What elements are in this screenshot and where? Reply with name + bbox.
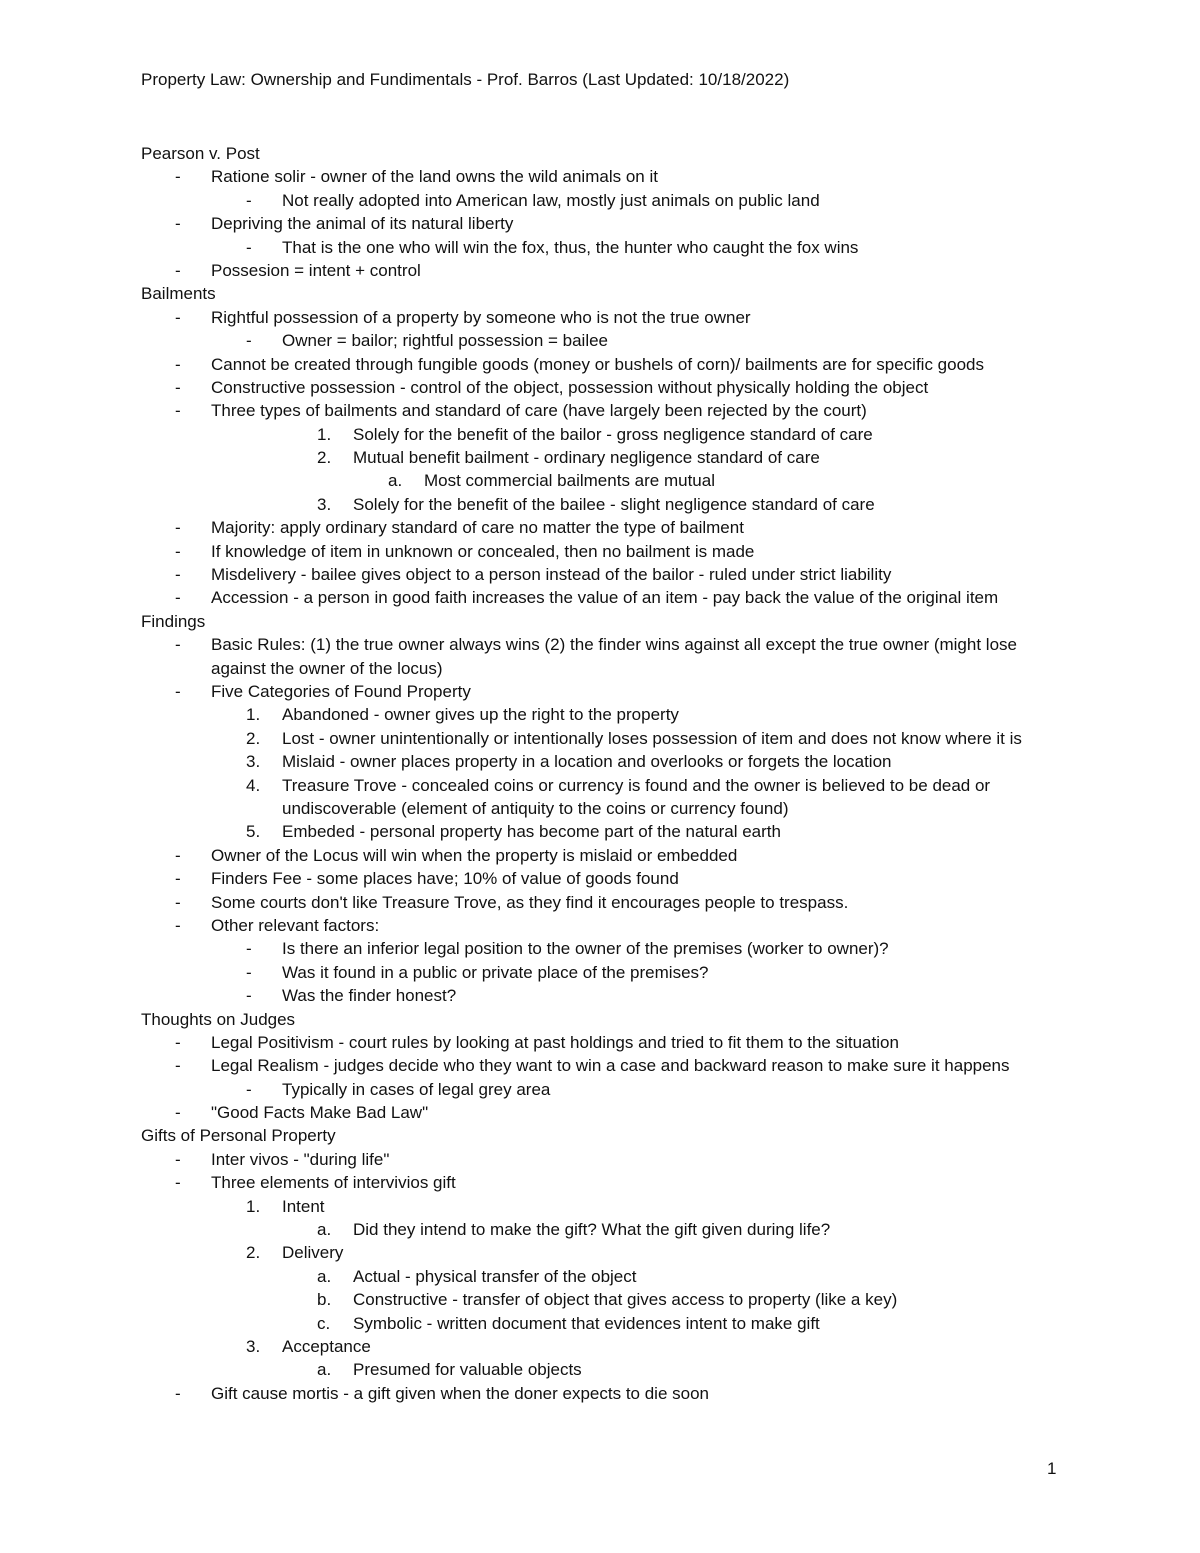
list-item <box>141 1195 1061 1218</box>
list-marker: - <box>246 237 252 257</box>
list-item <box>141 423 1061 446</box>
list-item <box>141 867 1061 890</box>
list-marker: 4. <box>246 775 261 795</box>
list-item-text: Gift cause mortis - a gift given when the doner expects to die soon <box>211 1383 709 1403</box>
list-item <box>141 1265 1061 1288</box>
list-item <box>141 1241 1061 1264</box>
list-marker: 1. <box>246 1196 261 1216</box>
list-marker: - <box>246 939 252 959</box>
section-heading: Findings <box>141 611 206 631</box>
list-item-text: Most commercial bailments are mutual <box>424 471 715 491</box>
list-marker: c. <box>317 1313 331 1333</box>
list-marker: a. <box>388 471 403 491</box>
section-heading: Gifts of Personal Property <box>141 1126 336 1146</box>
list-item-text: Owner of the Locus will win when the property is mislaid or embedded <box>211 845 738 865</box>
list-marker: - <box>175 307 181 327</box>
list-item-text: Acceptance <box>282 1336 371 1356</box>
list-marker: 1. <box>246 705 261 725</box>
list-item <box>141 399 1061 422</box>
list-item <box>141 703 1061 726</box>
list-item <box>141 1382 1061 1405</box>
list-item-text: Accession - a person in good faith increases the value of an item - pay back the value of the original item <box>211 588 999 608</box>
list-item <box>141 774 1061 821</box>
list-marker: a. <box>317 1266 332 1286</box>
list-marker: - <box>246 986 252 1006</box>
list-marker: - <box>175 354 181 374</box>
list-item <box>141 891 1061 914</box>
list-item <box>141 376 1061 399</box>
list-marker: - <box>175 541 181 561</box>
list-item-text: Actual - physical transfer of the object <box>353 1266 637 1286</box>
list-item <box>141 493 1061 516</box>
list-item-text: Three types of bailments and standard of care (have largely been rejected by the court) <box>211 401 867 421</box>
list-marker: - <box>175 167 181 187</box>
list-item-text: Five Categories of Found Property <box>211 682 471 702</box>
list-item-text: Constructive - transfer of object that gives access to property (like a key) <box>353 1290 898 1310</box>
list-marker: - <box>175 915 181 935</box>
list-marker: - <box>175 401 181 421</box>
list-item <box>141 1288 1061 1311</box>
list-item-text: Cannot be created through fungible goods (money or bushels of corn)/ bailments are for specific goods <box>211 354 985 374</box>
list-item-text: Abandoned - owner gives up the right to the property <box>282 705 679 725</box>
list-marker: - <box>246 1079 252 1099</box>
list-item <box>141 540 1061 563</box>
list-item-text: Presumed for valuable objects <box>353 1360 582 1380</box>
list-item-text: Inter vivos - "during life" <box>211 1149 390 1169</box>
list-marker: - <box>175 635 181 655</box>
list-marker: 2. <box>246 1243 261 1263</box>
list-item-text: Did they intend to make the gift? What the gift given during life? <box>353 1220 831 1240</box>
list-item <box>141 727 1061 750</box>
list-item <box>141 680 1061 703</box>
list-marker: - <box>246 331 252 351</box>
list-item <box>141 189 1061 212</box>
list-item-text: Mutual benefit bailment - ordinary negligence standard of care <box>353 448 820 468</box>
list-marker: - <box>175 260 181 280</box>
list-item <box>141 1148 1061 1171</box>
list-marker: a. <box>317 1220 332 1240</box>
list-item-text: Majority: apply ordinary standard of care no matter the type of bailment <box>211 518 744 538</box>
list-item-text: That is the one who will win the fox, thus, the hunter who caught the fox wins <box>282 237 859 257</box>
list-item <box>141 750 1061 773</box>
list-marker: - <box>175 1032 181 1052</box>
list-item <box>141 844 1061 867</box>
list-marker: - <box>246 190 252 210</box>
list-item-text: Delivery <box>282 1243 344 1263</box>
list-item-text: Solely for the benefit of the bailor - gross negligence standard of care <box>353 424 873 444</box>
list-item-text: Not really adopted into American law, mostly just animals on public land <box>282 190 820 210</box>
list-marker: - <box>175 1149 181 1169</box>
list-item-text: Owner = bailor; rightful possession = bailee <box>282 331 609 351</box>
list-item-text: Treasure Trove - concealed coins or currency is found and the owner is believed to be dead or undiscoverable (element of antiquity to the coins or currency found) <box>282 775 991 818</box>
list-marker: 2. <box>246 728 261 748</box>
list-item-text: Basic Rules: (1) the true owner always wins (2) the finder wins against all except the true owner (might lose against the owner of the locus) <box>211 635 1017 678</box>
list-marker: - <box>175 892 181 912</box>
list-marker: - <box>175 682 181 702</box>
list-item-text: Misdelivery - bailee gives object to a person instead of the bailor - ruled under strict liability <box>211 565 892 585</box>
list-marker: - <box>175 588 181 608</box>
list-item <box>141 446 1061 469</box>
list-item <box>141 937 1061 960</box>
document-title: Property Law: Ownership and Fundimentals - Prof. Barros (Last Updated: 10/18/2022) <box>141 70 790 89</box>
list-marker: - <box>175 1056 181 1076</box>
list-item-text: Rightful possession of a property by someone who is not the true owner <box>211 307 751 327</box>
list-item-text: Embeded - personal property has become part of the natural earth <box>282 822 781 842</box>
list-marker: - <box>175 377 181 397</box>
list-item <box>141 1335 1061 1358</box>
list-item <box>141 329 1061 352</box>
list-item-text: Typically in cases of legal grey area <box>282 1079 551 1099</box>
list-item <box>141 1054 1061 1077</box>
list-marker: - <box>175 565 181 585</box>
list-item-text: Finders Fee - some places have; 10% of value of goods found <box>211 869 679 889</box>
list-item-text: Is there an inferior legal position to the owner of the premises (worker to owner)? <box>282 939 889 959</box>
list-item-text: Constructive possession - control of the object, possession without physically holding the object <box>211 377 929 397</box>
list-item-text: Was the finder honest? <box>282 986 457 1006</box>
list-item-text: Depriving the animal of its natural liberty <box>211 214 514 234</box>
list-item-text: Ratione solir - owner of the land owns the wild animals on it <box>211 167 658 187</box>
list-item-text: Three elements of intervivios gift <box>211 1173 456 1193</box>
list-item-text: Was it found in a public or private place of the premises? <box>282 962 709 982</box>
list-item <box>141 1031 1061 1054</box>
list-item <box>141 961 1061 984</box>
list-marker: - <box>175 214 181 234</box>
list-marker: - <box>246 962 252 982</box>
list-marker: 1. <box>317 424 332 444</box>
list-marker: 2. <box>317 448 332 468</box>
list-item <box>141 820 1061 843</box>
list-item <box>141 1358 1061 1381</box>
list-item <box>141 353 1061 376</box>
list-item-text: Other relevant factors: <box>211 915 380 935</box>
list-item <box>141 633 1061 680</box>
list-item <box>141 1218 1061 1241</box>
list-marker: - <box>175 845 181 865</box>
list-marker: 3. <box>246 1336 261 1356</box>
list-item-text: Intent <box>282 1196 325 1216</box>
section-heading: Bailments <box>141 284 216 304</box>
list-item <box>141 984 1061 1007</box>
list-marker: 3. <box>317 494 332 514</box>
list-item <box>141 1312 1061 1335</box>
list-item <box>141 469 1061 492</box>
list-item <box>141 165 1061 188</box>
list-item-text: Possesion = intent + control <box>211 260 421 280</box>
list-marker: - <box>175 1383 181 1403</box>
list-item-text: Legal Positivism - court rules by looking at past holdings and tried to fit them to the situation <box>211 1032 899 1052</box>
list-item-text: Some courts don't like Treasure Trove, as they find it encourages people to trespass. <box>211 892 849 912</box>
section-heading: Pearson v. Post <box>141 144 260 163</box>
list-item <box>141 212 1061 235</box>
list-marker: - <box>175 1103 181 1123</box>
list-item-text: If knowledge of item in unknown or concealed, then no bailment is made <box>211 541 755 561</box>
list-item <box>141 259 1061 282</box>
list-item-text: Solely for the benefit of the bailee - slight negligence standard of care <box>353 494 875 514</box>
list-item <box>141 516 1061 539</box>
list-marker: 5. <box>246 822 261 842</box>
list-item <box>141 914 1061 937</box>
list-item <box>141 1078 1061 1101</box>
list-item-text: "Good Facts Make Bad Law" <box>211 1103 429 1123</box>
list-marker: a. <box>317 1360 332 1380</box>
page-number: 1 <box>1047 1459 1057 1478</box>
list-item <box>141 1171 1061 1194</box>
list-item <box>141 1101 1061 1124</box>
list-item-text: Symbolic - written document that evidences intent to make gift <box>353 1313 820 1333</box>
list-item-text: Mislaid - owner places property in a location and overlooks or forgets the location <box>282 752 892 772</box>
list-item <box>141 586 1061 609</box>
list-item <box>141 236 1061 259</box>
section-heading: Thoughts on Judges <box>141 1009 296 1029</box>
list-marker: 3. <box>246 752 261 772</box>
list-item <box>141 563 1061 586</box>
list-marker: b. <box>317 1290 332 1310</box>
list-marker: - <box>175 1173 181 1193</box>
list-item-text: Lost - owner unintentionally or intentionally loses possession of item and does not know where it is <box>282 728 1022 748</box>
list-marker: - <box>175 518 181 538</box>
list-item-text: Legal Realism - judges decide who they want to win a case and backward reason to make sure it happens <box>211 1056 1010 1076</box>
document-body <box>141 142 1061 1405</box>
list-item <box>141 306 1061 329</box>
list-marker: - <box>175 869 181 889</box>
